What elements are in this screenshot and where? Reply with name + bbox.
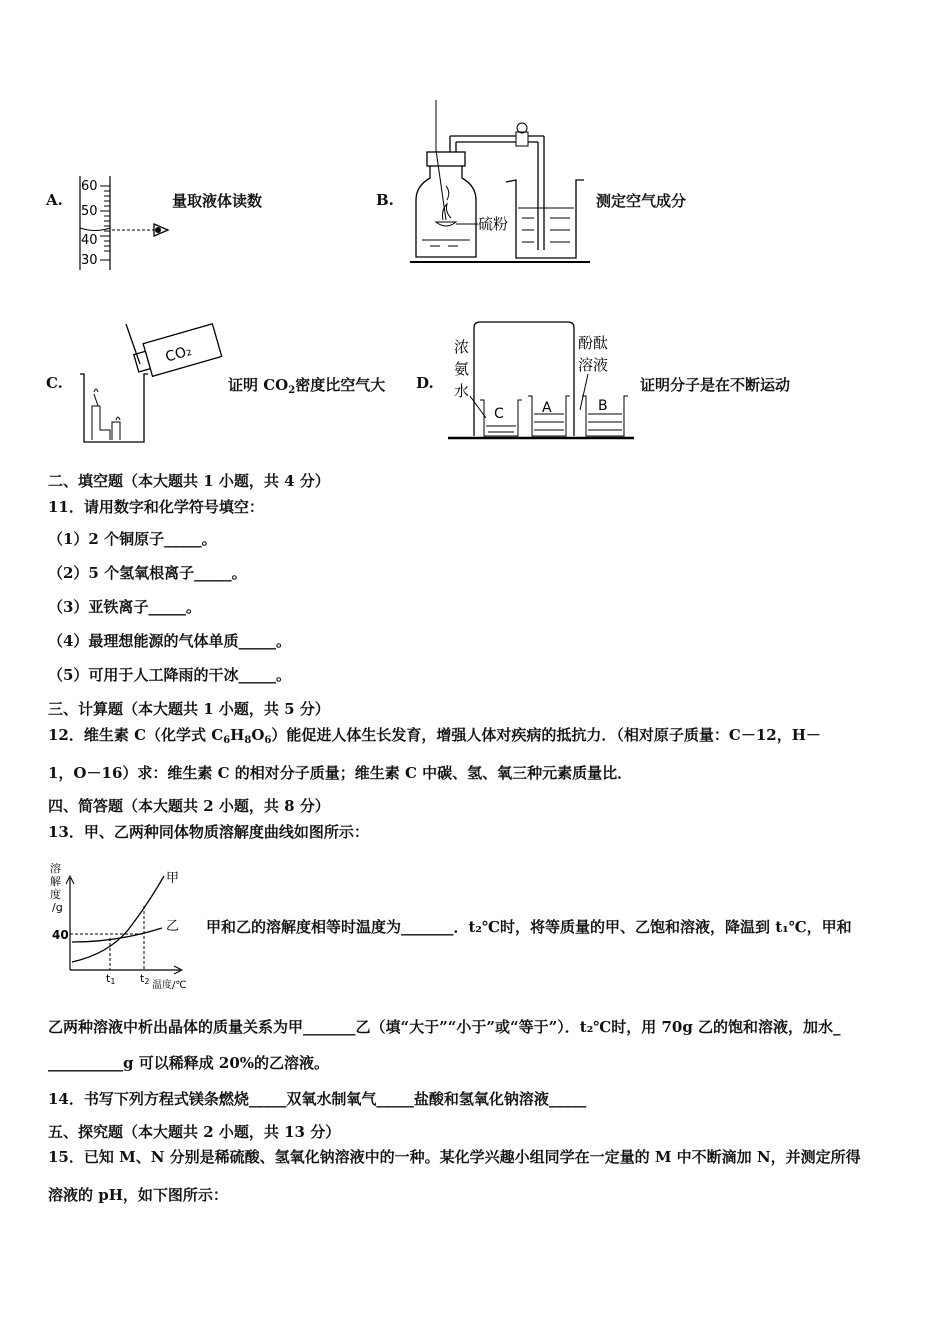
tick-label-60: 60 xyxy=(81,179,98,194)
tick-label-30: 30 xyxy=(81,253,98,268)
graph-ylabel-3: 度 xyxy=(50,888,61,901)
q13-stem: 13．甲、乙两种同体物质溶解度曲线如图所示： xyxy=(48,823,369,841)
sulfur-powder-label: 硫粉 xyxy=(478,215,509,233)
graph-curve-jia-label: 甲 xyxy=(166,871,180,886)
q11-item-4: （4）最理想能源的气体单质_____。 xyxy=(48,632,291,650)
graph-curve-yi-label: 乙 xyxy=(166,919,180,934)
q13-line-3: __________g 可以稀释成 20%的乙溶液。 xyxy=(48,1054,330,1072)
beaker-a-label: A xyxy=(542,400,552,416)
tick-label-40: 40 xyxy=(81,233,98,248)
phenolphthalein-label-2: 溶液 xyxy=(578,356,609,374)
co2-bottle-label: CO₂ xyxy=(163,342,194,366)
section-explore-heading: 五、探究题（本大题共 2 小题，共 13 分） xyxy=(48,1123,341,1141)
solubility-curve-graph xyxy=(48,858,198,994)
molecule-motion-apparatus xyxy=(448,318,634,442)
option-d-caption: 证明分子是在不断运动 xyxy=(640,376,791,394)
option-a-caption: 量取液体读数 xyxy=(172,192,263,210)
beaker-b-label: B xyxy=(598,398,608,414)
q12-line-1: 12．维生素 C（化学式 $C_6H_8O_6$）能促进人体生长发育，增强人体对疾病的抵抗力．（相对原子质量：C－12，H－ xyxy=(48,726,821,746)
q15-line-1: 15．已知 M、N 分别是稀硫酸、氢氧化钠溶液中的一种。某化学兴趣小组同学在一定量的 M 中不断滴加 N，并测定所得 xyxy=(48,1148,861,1166)
ammonia-label-1: 浓 xyxy=(454,338,470,356)
option-b-letter: B. xyxy=(376,191,394,209)
q11-item-2: （2）5 个氢氧根离子_____。 xyxy=(48,564,247,582)
graph-y-40: 40 xyxy=(52,928,69,942)
section-calc-heading: 三、计算题（本大题共 1 小题，共 5 分） xyxy=(48,700,330,718)
q14-text: 14．书写下列方程式镁条燃烧_____双氧水制氧气_____盐酸和氢氧化钠溶液_____ xyxy=(48,1090,587,1108)
option-d-letter: D. xyxy=(416,374,434,392)
graph-ylabel-4: /g xyxy=(52,901,63,914)
phenolphthalein-label-1: 酚酞 xyxy=(578,334,609,352)
graph-ylabel-2: 解 xyxy=(50,875,61,888)
q12-line-2: 1，O－16）求：维生素 C 的相对分子质量；维生素 C 中碳、氢、氧三种元素质量比． xyxy=(48,764,633,782)
tick-label-50: 50 xyxy=(81,204,98,219)
option-c-letter: C. xyxy=(46,374,63,392)
q11-item-5: （5）可用于人工降雨的干冰_____。 xyxy=(48,666,291,684)
q15-line-2: 溶液的 pH，如下图所示： xyxy=(48,1186,228,1204)
graph-ylabel-1: 溶 xyxy=(50,862,61,875)
ammonia-label-3: 水 xyxy=(454,382,470,400)
q11-item-3: （3）亚铁离子_____。 xyxy=(48,598,201,616)
graph-t1-label: t1 xyxy=(106,972,116,986)
air-composition-apparatus xyxy=(410,100,590,268)
beaker-c-label: C xyxy=(494,406,504,422)
option-c-caption: 证明 $CO_2$密度比空气大 xyxy=(228,376,386,396)
q11-item-1: （1）2 个铜原子_____。 xyxy=(48,530,217,548)
graph-xlabel: 温度/℃ xyxy=(152,980,187,991)
ammonia-label-2: 氨 xyxy=(454,360,470,378)
section-fill-heading: 二、填空题（本大题共 1 小题，共 4 分） xyxy=(48,472,330,490)
option-a-letter: A. xyxy=(46,191,63,209)
section-short-heading: 四、简答题（本大题共 2 小题，共 8 分） xyxy=(48,797,330,815)
graph-t2-label: t2 xyxy=(140,972,150,986)
cylinder-reading-diagram xyxy=(70,172,180,276)
q11-stem: 11．请用数字和化学符号填空： xyxy=(48,498,264,516)
q13-line-2: 乙两种溶液中析出晶体的质量关系为甲_______乙（填“大于”“小于”或“等于”）．t₂℃时，用 70g 乙的饱和溶液，加水_ xyxy=(48,1018,841,1036)
co2-density-apparatus xyxy=(76,318,226,446)
q13-line-1: 甲和乙的溶解度相等时温度为_______．t₂℃时，将等质量的甲、乙饱和溶液，降温到 t₁℃，甲和 xyxy=(206,918,852,936)
option-b-caption: 测定空气成分 xyxy=(596,192,687,210)
